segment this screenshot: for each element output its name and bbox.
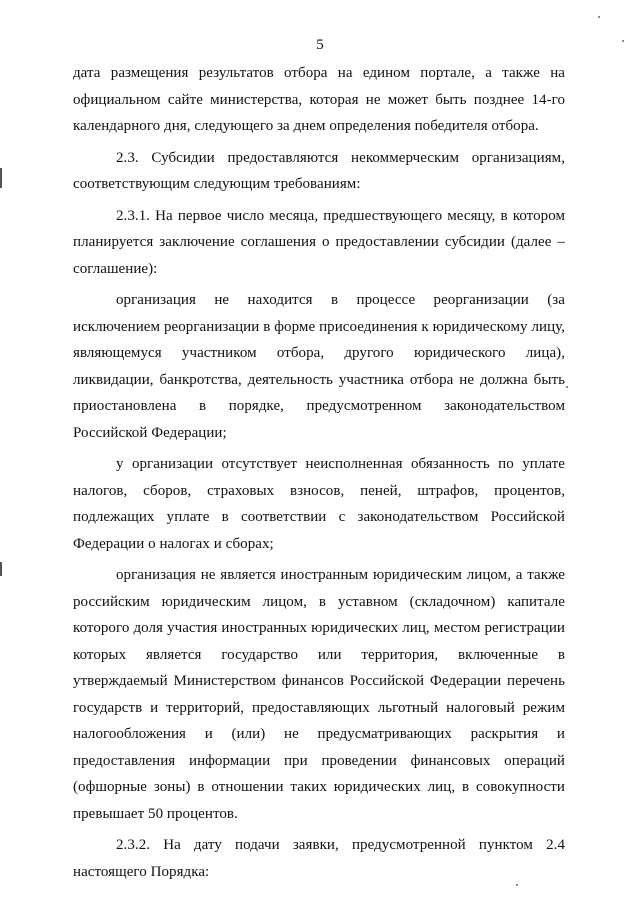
scan-speck (516, 884, 518, 886)
scan-speck (622, 40, 624, 42)
paragraph-tax-obligations: у организации отсутствует неисполненная обязанность по уплате налогов, сборов, страховых взносов, пеней, штрафов, процентов, подлежащих уплате в соответствии с законодательством Российской Федерации о налогах и сборах; (73, 456, 565, 552)
paragraph-2-3-1: 2.3.1. На первое число месяца, предшествующего месяцу, в котором планируется заключение соглашения о предоставлении субсидии (далее – соглашение): (73, 207, 565, 277)
document-body (73, 60, 565, 890)
scan-edge-mark (0, 168, 2, 188)
scan-speck (598, 16, 600, 18)
paragraph-2-3-2: 2.3.2. На дату подачи заявки, предусмотренной пунктом 2.4 настоящего Порядка: (73, 837, 565, 880)
scan-speck (566, 386, 568, 388)
paragraph-2-3: 2.3. Субсидии предоставляются некоммерческим организациям, соответствующим следующим требованиям: (73, 149, 565, 192)
paragraph-foreign-entity: организация не является иностранным юридическим лицом, а также российским юридическим лицом, в уставном (складочном) капитале которого доля участия иностранных юридических лиц, местом регистрации которых является государство или территория, включенные в утверждаемый Министерством финансов Российской Федерации перечень государств и территорий, предоставляющих льготный налоговый режим налогообложения и (или) не предусматривающих раскрытия и предоставления информации при проведении финансовых операций (офшорные зоны) в отношении таких юридических лиц, в совокупности превышает 50 процентов. (73, 567, 565, 822)
paragraph-continuation: дата размещения результатов отбора на едином портале, а также на официальном сайте министерства, которая не может быть позднее 14-го календарного дня, следующего за днем определения победителя отбора. (73, 65, 565, 134)
scan-edge-mark (0, 562, 2, 576)
page-number: 5 (316, 37, 324, 53)
paragraph-reorganization: организация не находится в процессе реорганизации (за исключением реорганизации в форме присоединения к юридическому лицу, являющемуся участником отбора, другого юридического лица), ликвидации, банкротства, деятельность участника отбора не должна быть приостановлена в порядке, предусмотренном законодательством Российской Федерации; (73, 292, 565, 441)
